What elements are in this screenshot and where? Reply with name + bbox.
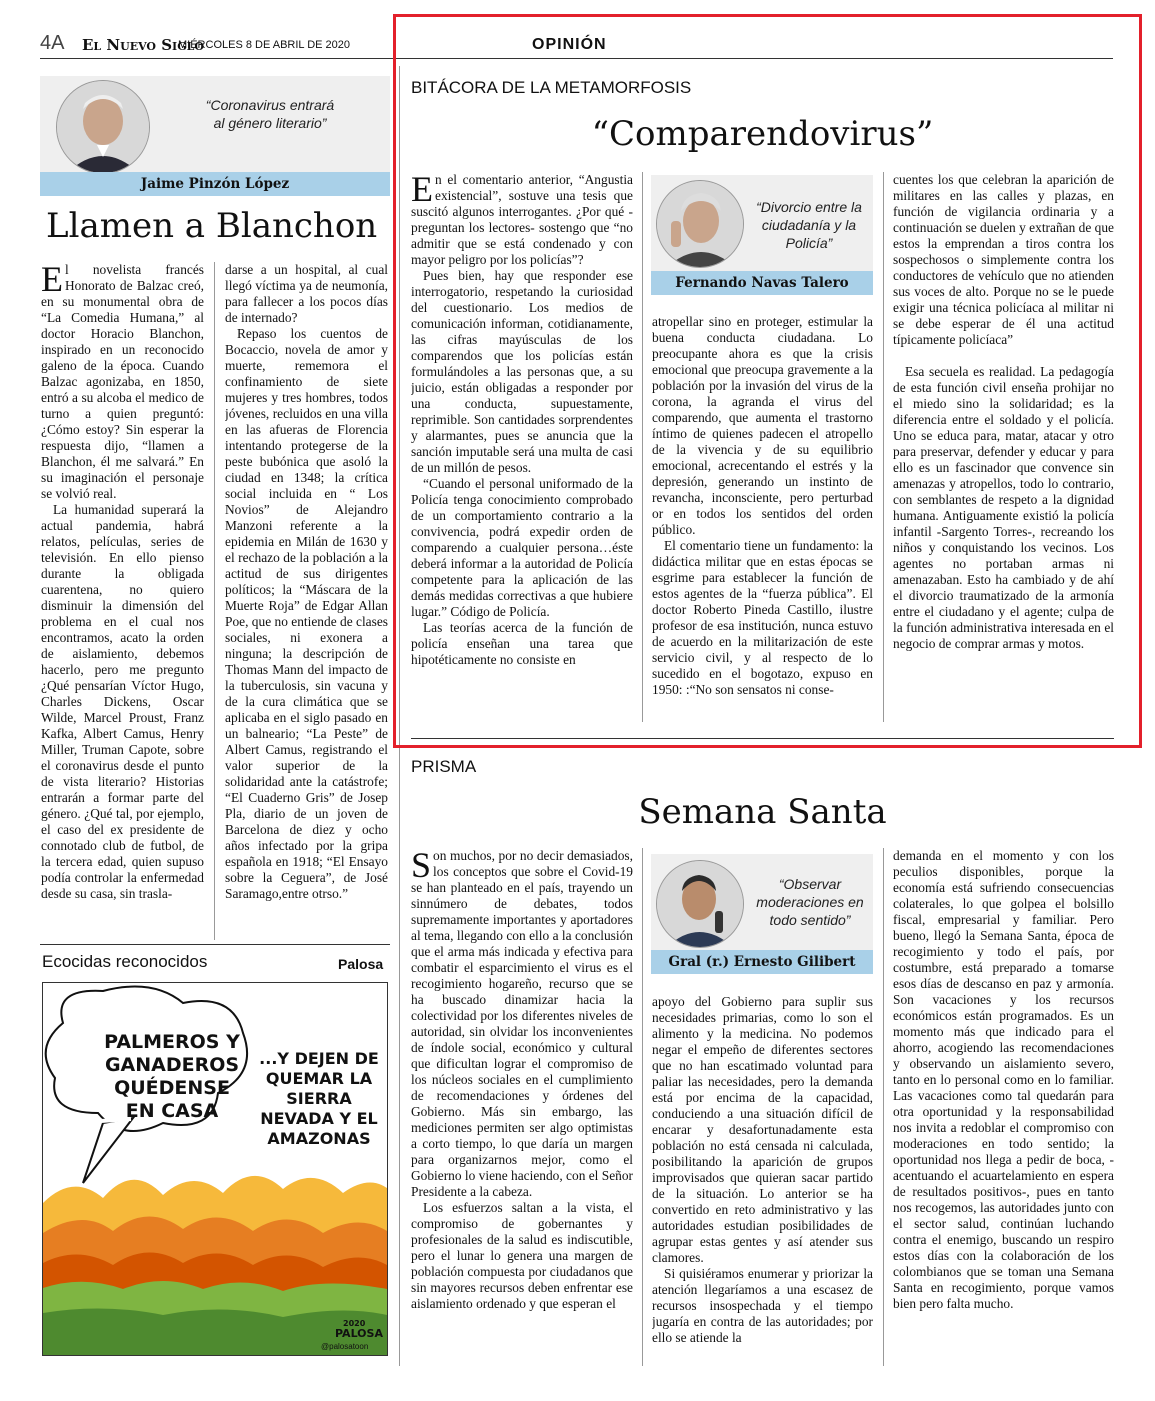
author-photo-pinzon xyxy=(56,80,150,174)
top-author-name: Fernando Navas Talero xyxy=(651,271,873,295)
paragraph: cuentes los que celebran la aparición de militares en las calles y plazas, en función de vigilancia ordinaria y a continuación se duelen y extrañan de que estos la emprendan a tiros contra los sospechosos o simplemente contra los conductores de vehículo que no atienden sus voces de alto. Porque no se le puede exigir una técnica policíaca al militar ni se debe esperar de él una actitud típicamente policíaca” xyxy=(893,172,1114,347)
bottom-article-col2 xyxy=(652,994,873,1368)
column-divider xyxy=(642,848,643,1366)
paragraph: El comentario tiene un fundamento: la didáctica militar que en estas épocas se esgrime para establecer la función de estos agentes de la “fuerza pública”. El doctor Roberto Pineda Castillo, ilustre profesor de esa institución, nunca estuvo de acuerdo en la militarización de este servicio civil, y al respecto de lo sucedido en el bogotazo, expuso en 1950: :“No son sensatos ni conse- xyxy=(652,538,873,697)
cartoon-author: Palosa xyxy=(338,956,384,972)
top-author-quote: “Divorcio entre la ciudadanía y la Policía” xyxy=(756,199,862,251)
paragraph: La humanidad superará la actual pandemia, habrá relatos, películas, series de televisión. En ello pienso durante la obligada cuarentena, no quiero disminuir la dimensión del problema en el cual nos encontramos, acato la orden de aislamiento, debemos hacerlo, pero me pregunto ¿Qué pensarían Víctor Hugo, Charles Dickens, Oscar Wilde, Marcel Proust, Franz Kafka, Albert Camus, Henry Miller, Truman Capote, sobre el coronavirus desde el punto de vista literario? Historias entrarán a formar parte del género. ¿Qué tal, por ejemplo, el caso del ex presidente de connotado club de futbol, de la tercera edad, quien supuso podía controlar la enfermedad desde su casa, sin trasla- xyxy=(41,502,204,901)
column-divider xyxy=(883,848,884,1366)
bottom-article-kicker: PRISMA xyxy=(411,757,477,776)
top-article-col2 xyxy=(652,314,873,722)
cartoon-title: Ecocidas reconocidos xyxy=(42,952,208,971)
article-separator xyxy=(411,738,1114,739)
paragraph: En el comentario anterior, “Angustia existencial”, sostuve una tesis que suscitó algunos interrogantes. ¿Por qué -preguntan los lectores- sostengo que “no admitir que se está condenado y con mayor peligro por los policías”? xyxy=(411,172,633,267)
bottom-author-name: Gral (r.) Ernesto Gilibert xyxy=(651,950,873,974)
left-article-col2 xyxy=(225,262,388,940)
column-divider xyxy=(883,172,884,722)
bottom-author-quote: “Observar moderaciones en todo sentido” xyxy=(756,876,864,928)
paragraph: Esa secuela es realidad. La pedagogía de esta función civil enseña prohijar no el miedo sino la solidaridad; es la diferencia entre el soldado y el policía. Uno se educa para, matar, atacar y otro para preservar, defender y educar y para ello es un fascinador que convence sin amenazas y atropellos, todo lo contrario, con semblantes de respeto a la dignidad humana. Antiguamente existió la policía infantil -Sargento Torres-, recreando los niños y conquistando los vecinos. Los agentes no portaban armas ni amenazaban. Esto ha cambiado y de ahí el divorcio traumatizado de la armonía entre el ciudadano y el agente; culpa de la función administrativa interesada en el negocio de comprar armas y motos. xyxy=(893,364,1114,651)
section-title: OPINIÓN xyxy=(532,36,607,53)
author-photo-gilibert xyxy=(656,860,744,948)
cartoon-year: 2020 xyxy=(343,1319,366,1328)
paragraph: Los esfuerzos saltan a la vista, el compromiso de gobernantes y profesionales de la salud es indiscutible, pero el lunar lo genera una margen de población compuesta por ciudadanos que sin mayores recursos deben enfrentar ese aislamiento ordenado y que esperan el xyxy=(411,1200,633,1311)
portrait-icon xyxy=(657,181,743,267)
cartoon-signature: PALOSA xyxy=(335,1327,383,1340)
left-article-col1 xyxy=(41,262,204,940)
column-divider xyxy=(214,262,215,940)
left-author-name: Jaime Pinzón López xyxy=(40,172,390,196)
cartoon-caption: ...Y DEJEN DE QUEMAR LA SIERRA NEVADA Y EL AMAZONAS xyxy=(259,1049,379,1148)
column-divider xyxy=(642,172,643,722)
top-article-title: “Comparendovirus” xyxy=(591,114,934,154)
paragraph: El novelista francés Honorato de Balzac creó, en su monumental obra de “La Comedia Humana,” al doctor Horacio Blanchon, inspirado en un reconocido galeno de la época. Cuando Balzac agonizaba, en 1850, entró a su alcoba el medico de turno a quien preguntó: ¿Cómo estoy? Sin esperar la respuesta dijo, “llamen a Blanchon, él me salvará.” En su imaginación el personaje se volvió real. xyxy=(41,262,204,501)
portrait-icon xyxy=(657,861,743,947)
cartoon-handle: @palosatoon xyxy=(321,1342,369,1351)
paragraph: Son muchos, por no decir demasiados, los conceptos que sobre el Covid-19 se han planteado en el país, trayendo un sinnúmero de debates, todos supremamente importantes y aportadores al tema, llegando con ello a la conclusión que el arma más indicada y efectiva para combatir el esparcimiento el virus es el recogimiento hogareño, recurso que se ha buscado dinamizar hacia la colectividad por los diferentes niveles de autoridad, sin olvidar los inconvenientes de índole social, económico y cultural que dificultan lograr el compromiso de los núcleos sociales en el cumplimiento de recomendaciones y órdenes del Gobierno. Más sin embargo, las mediciones permiten ser algo optimistas a corto tiempo, lo que daría un margen para organizarnos mejor, como el Gobierno lo viene haciendo, con el Señor Presidente a la cabeza. xyxy=(411,848,633,1199)
paragraph: Pues bien, hay que responder ese interrogatorio, respetando la curiosidad del cuestionario. Los medios de comunicación informan, cotidianamente, las cifras mayúsculas de los comparendos que los policías están formulándoles a las personas que, a su juicio, están obligadas a responder por una conducta, supuestamente, reprimible. Son cantidades sorprendentes y alarmantes, pues se anuncia que la sanción imputable será una multa de casi de un millón de pesos. xyxy=(411,268,633,475)
paragraph: atropellar sino en proteger, estimular la buena conducta ciudadana. Lo preocupante ahora es que la crisis emocional que preocupa gravemente a la población por la invasión del virus de la corona, la agranda el virus del comparendo, que aumenta el trastorno íntimo de quienes padecen el atropello de la vivencia y de su equilibrio emocional, acrecentando el estrés y la depresión, generando un instinto de revancha, inconsciente, pero perturbad or en todos los sentidos del orden público. xyxy=(652,314,873,537)
left-column-rule xyxy=(40,944,390,945)
top-article-kicker: BITÁCORA DE LA METAMORFOSIS xyxy=(411,78,692,97)
cartoon-speech-bubble: PALMEROS Y GANADEROS QUÉDENSE EN CASA xyxy=(104,1031,240,1122)
left-author-quote: “Coronavirus entrará al género literario” xyxy=(205,97,335,131)
bottom-article-title: Semana Santa xyxy=(638,792,887,832)
paragraph: darse a un hospital, al cual llegó víctima ya de neumonía, para fallecer a los pocos días de internado? xyxy=(225,262,388,325)
left-article-title: Llamen a Blanchon xyxy=(46,206,378,246)
paragraph: apoyo del Gobierno para suplir sus necesidades primarias, como lo son el alimento y la medicina. No podemos negar el empeño de diferentes sectores que no han escatimado voluntad para paliar las necesidades, pero la demanda está por encima de la capacidad, conduciendo a una situación difícil de encarar y desafortunadamente esta población no está censada ni calculada, posibilitando la aparición de grupos improvisados que quieran sacar partido de la situación. Lo anterior se ha convertido en reto administrativo y las autoridades estudian posibilidades de agrupar estas gentes y así atender sus clamores. xyxy=(652,994,873,1265)
paragraph: Las teorías acerca de la función de policía enseñan una tarea que hipotéticamente no consiste en xyxy=(411,620,633,667)
cartoon xyxy=(42,982,388,1356)
top-article-col1 xyxy=(411,172,633,724)
newspaper-name: El Nuevo Siglo xyxy=(82,36,204,54)
paragraph: Repaso los cuentos de Bocaccio, novela de amor y muerte, rememora el confinamiento de siete mujeres y tres hombres, todos jóvenes, recluidos en una villa en las afueras de Florencia intentando protegerse de la peste bubónica que asoló la ciudad en 1348; la crítica social incluida en “ Los Novios” de Alejandro Manzoni referente a la epidemia en Milán de 1630 y el rechazo de la población a la actitud de sus dirigentes políticos; la “Máscara de la Muerte Roja” de Edgar Allan Poe, que no entiende de clases sociales, ni exonera a ninguna; la descripción de Thomas Mann del impacto de la tuberculosis, sin vacuna y de la cura climática que se aplicaba en el siglo pasado en un balneario; “La Peste” de Albert Camus, registrando el valor superior de la solidaridad ante la catástrofe; “El Cuaderno Gris” de Josep Pla, diario de un joven de Barcelona de diez y ocho años infectado por la gripa española en 1918; “El Ensayo sobre la Ceguera”, de José Saramago,entre otrso.” xyxy=(225,326,388,901)
portrait-icon xyxy=(57,81,149,173)
top-article-col3 xyxy=(893,172,1114,724)
issue-date: MIÉRCOLES 8 DE ABRIL DE 2020 xyxy=(178,39,350,51)
author-photo-navas xyxy=(656,180,744,268)
paragraph: Si quisiéramos enumerar y priorizar la atención llegaríamos a una escasez de recursos insospechada y el tiempo jugaría en contra de las autoridades; por ello se atiende la xyxy=(652,1266,873,1345)
page-number: 4A xyxy=(40,32,65,54)
bottom-article-col3 xyxy=(893,848,1114,1368)
paragraph: “Cuando el personal uniformado de la Policía tenga conocimiento comprobado de un comportamiento contrario a la convivencia, podrá expedir orden de comparendo a cualquier persona…éste deberá informar a la autoridad de Policía competente para la aplicación de las demás medidas correctivas a que hubiere lugar.” Código de Policía. xyxy=(411,476,633,619)
bottom-article-col1 xyxy=(411,848,633,1368)
paragraph: demanda en el momento y con los peculios disponibles, porque la economía está sufriendo consecuencias colaterales, lo que golpea el bolsillo fiscal, empresarial y familiar. Pero bueno, llegó la Semana Santa, época de recogimiento y todo el país, por costumbre, está preparado a tomarse esos días de descanso en paz y armonía. Son vacaciones y los recursos económicos están programados. Es un momento más que indicado para el ahorro, acogiendo las recomendaciones y observando un aislamiento severo, tanto en lo personal como en lo familiar. Las vacaciones como tal quedarán para otra oportunidad y la responsabilidad nos invita a redoblar el compromiso con moderaciones en todo sentido; la oportunidad nos llega a pedir de boca, -acentuando el acuartelamiento en espera de resultados positivos-, pues en tanto nos recogemos, las autoridades junto con el sector salud, continúan luchando contra el enemigo, buscando un respiro estos días con la colaboración de los colombianos que se toman una Semana Santa en recogimiento, porque vamos bien pero falta mucho. xyxy=(893,848,1114,1311)
